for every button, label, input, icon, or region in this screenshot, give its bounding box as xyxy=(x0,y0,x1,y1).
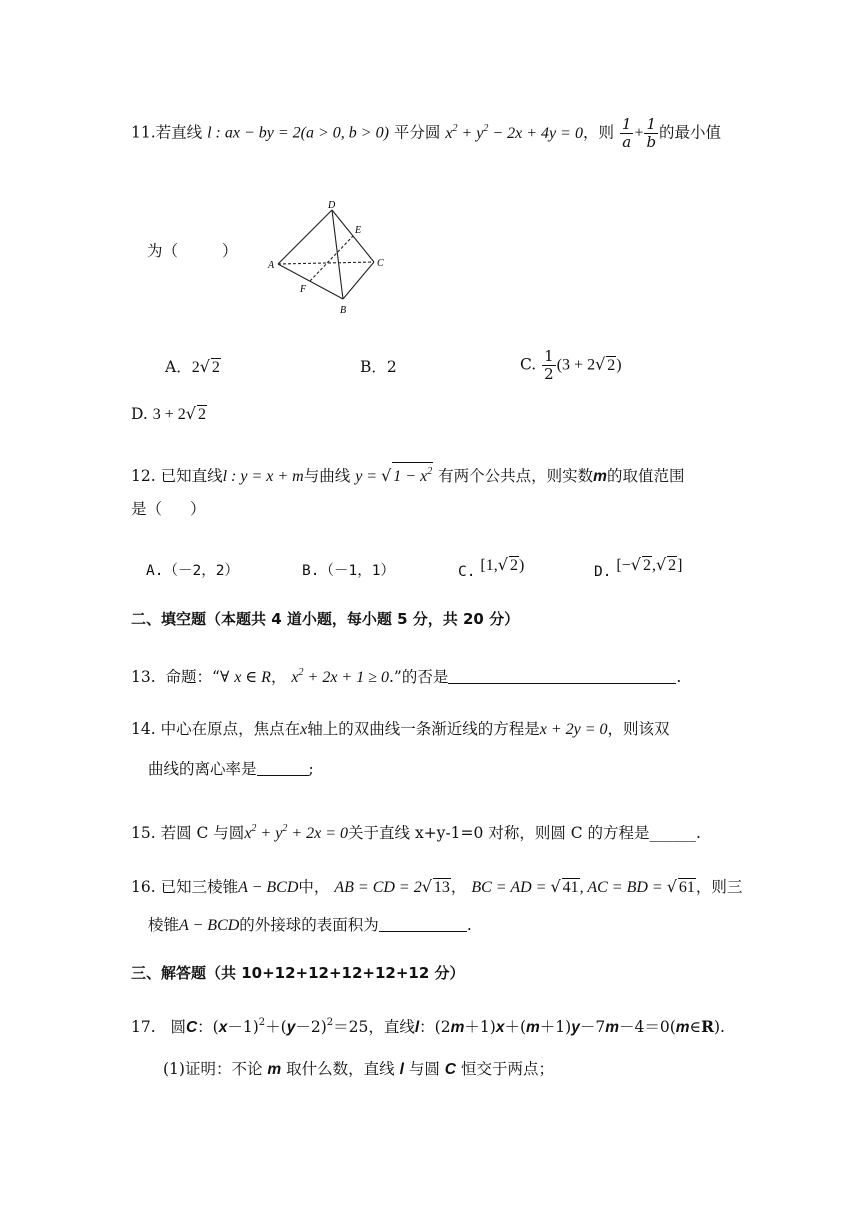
q12-option-c: C. [1,√ 2) xyxy=(458,555,525,580)
q11-circle-equation: $x^2 + y^2 - 2x + 4y = 0$ xyxy=(445,122,583,142)
q13-answer-blank[interactable] xyxy=(448,667,676,684)
q11-option-d: D. 3 + 2√ 2 xyxy=(131,404,206,423)
q11-line2: 为（ ） xyxy=(147,242,238,260)
edge-bc xyxy=(343,262,374,299)
q11-frac-b: $\frac{1}{b}$ xyxy=(646,115,657,151)
edge-da xyxy=(278,210,332,264)
label-d: D xyxy=(328,200,336,211)
segment-ef-hidden xyxy=(310,236,353,281)
q12-option-a: A.（－2，2） xyxy=(146,563,239,579)
q16-line2: 棱锥A − BCD的外接球的表面积为 . xyxy=(148,916,472,934)
q14-line2: 曲线的离心率是 ; xyxy=(148,760,314,778)
q15-line: 15. 若圆 C 与圆$x^2 + y^2 + 2x = 0$关于直线 x+y-1=0 对称，则圆 C 的方程是______. xyxy=(131,823,701,842)
q16-answer-blank[interactable] xyxy=(379,915,467,932)
q14-answer-blank[interactable] xyxy=(257,759,309,776)
q13-line: 13. 命题：“∀ x ∈ R， $x^2 + 2x + 1 \ge 0$.”的否是 . xyxy=(131,667,682,686)
label-e: E xyxy=(355,225,362,236)
label-a: A xyxy=(268,260,275,271)
q11-option-a: A．2√ 2 xyxy=(165,357,220,376)
edge-db xyxy=(332,210,343,299)
q11-line-equation: l : ax − by = 2(a > 0, b > 0) xyxy=(207,124,389,142)
q12-line2: 是（ ） xyxy=(131,500,206,518)
tetrahedron-figure xyxy=(262,196,392,320)
q11-line1: 11.若直线 l : ax − by = 2(a > 0, b > 0) 平分圆 $x^2 + y^2 - 2x + 4y = 0$，则 $\frac{1}{a}$ + $\frac{1}{b}$ 的最小值 xyxy=(131,115,722,151)
q16-line1: 16. 已知三棱锥A − BCD中， AB = CD = 2√ 13， BC = AD = √ 41, AC = BD = √ 61，则三 xyxy=(131,877,743,896)
q14-line1: 14. 中心在原点，焦点在x轴上的双曲线一条渐近线的方程是x + 2y = 0，则该双 xyxy=(131,720,670,738)
label-c: C xyxy=(377,258,384,269)
section-3-heading: 三、解答题（共 10+12+12+12+12+12 分） xyxy=(131,964,465,982)
section-2-heading: 二、填空题（本题共 4 道小题，每小题 5 分，共 20 分） xyxy=(131,610,520,628)
q12-option-d: D. [−√ 2,√ 2] xyxy=(594,555,683,580)
q12-curve-radicand: $1 - x^2$ xyxy=(392,462,433,486)
q12-line1: 12. 已知直线l : y = x + m与曲线 y = √ $1 - x^2$ 有两个公共点，则实数m的取值范围 xyxy=(131,462,684,488)
q11-frac-a: $\frac{1}{a}$ xyxy=(621,115,632,151)
q17-part1: (1)证明：不论 m 取什么数，直线 l 与圆 C 恒交于两点； xyxy=(163,1060,554,1078)
edge-ab xyxy=(278,264,343,299)
edge-ac-hidden xyxy=(278,262,374,264)
q17-line1: 17. 圆C：$(x-1)^2+(y-2)^2=25$，直线l：(2m＋1)x＋(m＋1)y－7m－4＝0(m∈R). xyxy=(131,1017,725,1036)
label-f: F xyxy=(300,284,307,295)
q11-option-b: B．2 xyxy=(360,358,397,376)
q11-option-c: C. $\frac{1}{2}$ (3 + 2√ 2) xyxy=(520,347,622,383)
q12-option-b: B.（－1，1） xyxy=(302,563,395,579)
q11-number: 11. xyxy=(131,123,156,142)
label-b: B xyxy=(340,305,347,316)
